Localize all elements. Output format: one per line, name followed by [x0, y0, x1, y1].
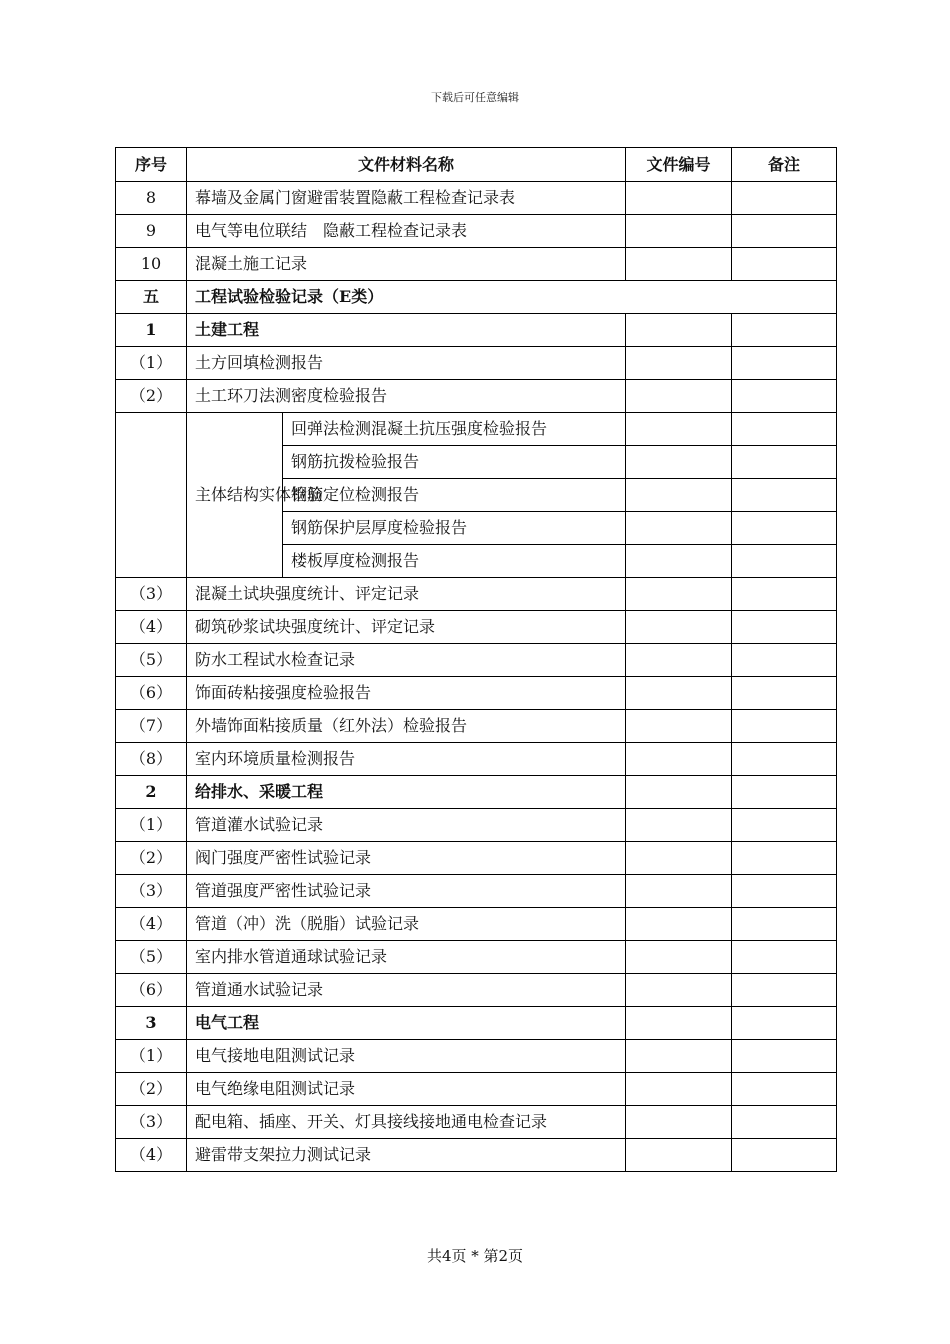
- row-file-no: [626, 479, 732, 512]
- row-remark: [732, 578, 837, 611]
- table-row: [116, 1106, 837, 1139]
- row-file-no: [626, 875, 732, 908]
- table-header-row: [116, 148, 837, 182]
- subsection-seq: 3: [116, 1007, 187, 1040]
- row-file-no: [626, 1040, 732, 1073]
- subsection-seq: 2: [116, 776, 187, 809]
- group-item: 钢筋定位检测报告: [283, 479, 626, 512]
- row-seq: （4）: [116, 1139, 187, 1172]
- row-remark: [732, 842, 837, 875]
- table-row: [116, 248, 837, 281]
- header-seq: 序号: [116, 148, 187, 182]
- row-file-no: [626, 545, 732, 578]
- table-row: [116, 809, 837, 842]
- row-file-no: [626, 908, 732, 941]
- row-remark: [732, 710, 837, 743]
- table-row: [116, 347, 837, 380]
- row-remark: [732, 314, 837, 347]
- row-remark: [732, 1106, 837, 1139]
- subsection-row: [116, 776, 837, 809]
- row-name: 阀门强度严密性试验记录: [187, 842, 626, 875]
- row-remark: [732, 974, 837, 1007]
- page-header: 下载后可任意编辑: [431, 91, 519, 104]
- row-remark: [732, 347, 837, 380]
- row-seq: 10: [116, 248, 187, 281]
- row-file-no: [626, 677, 732, 710]
- row-name: 管道强度严密性试验记录: [187, 875, 626, 908]
- row-remark: [732, 380, 837, 413]
- row-file-no: [626, 611, 732, 644]
- row-remark: [732, 743, 837, 776]
- row-name: 电气绝缘电阻测试记录: [187, 1073, 626, 1106]
- group-seq-empty: [116, 413, 187, 578]
- row-seq: 8: [116, 182, 187, 215]
- row-remark: [732, 1139, 837, 1172]
- table-row: [116, 215, 837, 248]
- row-name: 电气接地电阻测试记录: [187, 1040, 626, 1073]
- table-row: [116, 908, 837, 941]
- row-remark: [732, 1073, 837, 1106]
- row-file-no: [626, 974, 732, 1007]
- table-row: [116, 611, 837, 644]
- row-file-no: [626, 776, 732, 809]
- row-file-no: [626, 941, 732, 974]
- table-row: [116, 413, 837, 446]
- row-file-no: [626, 314, 732, 347]
- row-seq: （2）: [116, 1073, 187, 1106]
- row-remark: [732, 776, 837, 809]
- row-name: 饰面砖粘接强度检验报告: [187, 677, 626, 710]
- row-seq: （3）: [116, 875, 187, 908]
- row-seq: （6）: [116, 974, 187, 1007]
- row-name: 管道通水试验记录: [187, 974, 626, 1007]
- table-row: [116, 875, 837, 908]
- row-name: 土工环刀法测密度检验报告: [187, 380, 626, 413]
- row-file-no: [626, 182, 732, 215]
- table-row: [116, 578, 837, 611]
- row-file-no: [626, 710, 732, 743]
- page-footer: 共4页 * 第2页: [426, 1247, 524, 1265]
- row-name: 避雷带支架拉力测试记录: [187, 1139, 626, 1172]
- row-file-no: [626, 347, 732, 380]
- subsection-row: [116, 314, 837, 347]
- section-row: [116, 281, 837, 314]
- row-name: 电气等电位联结 隐蔽工程检查记录表: [187, 215, 626, 248]
- subsection-title: 电气工程: [187, 1007, 626, 1040]
- table-row: [116, 182, 837, 215]
- row-seq: （3）: [116, 578, 187, 611]
- row-name: 混凝土施工记录: [187, 248, 626, 281]
- row-seq: （1）: [116, 809, 187, 842]
- row-remark: [732, 908, 837, 941]
- row-seq: （7）: [116, 710, 187, 743]
- row-name: 防水工程试水检查记录: [187, 644, 626, 677]
- group-item: 回弹法检测混凝土抗压强度检验报告: [283, 413, 626, 446]
- table-row: [116, 380, 837, 413]
- table-row: [116, 743, 837, 776]
- section-seq: 五: [116, 281, 187, 314]
- row-seq: （3）: [116, 1106, 187, 1139]
- header-file-no: 文件编号: [626, 148, 732, 182]
- row-name: 室内环境质量检测报告: [187, 743, 626, 776]
- row-seq: （1）: [116, 1040, 187, 1073]
- row-remark: [732, 875, 837, 908]
- row-file-no: [626, 248, 732, 281]
- subsection-title: 土建工程: [187, 314, 626, 347]
- table-row: [116, 710, 837, 743]
- row-file-no: [626, 413, 732, 446]
- group-item: 钢筋抗拨检验报告: [283, 446, 626, 479]
- table-row: [116, 842, 837, 875]
- row-file-no: [626, 1073, 732, 1106]
- row-file-no: [626, 1106, 732, 1139]
- subsection-seq: 1: [116, 314, 187, 347]
- row-remark: [732, 446, 837, 479]
- row-remark: [732, 182, 837, 215]
- row-seq: （2）: [116, 380, 187, 413]
- document-table: [115, 147, 837, 1172]
- row-name: 砌筑砂浆试块强度统计、评定记录: [187, 611, 626, 644]
- row-remark: [732, 1007, 837, 1040]
- row-name: 土方回填检测报告: [187, 347, 626, 380]
- row-remark: [732, 941, 837, 974]
- row-file-no: [626, 809, 732, 842]
- row-remark: [732, 215, 837, 248]
- row-remark: [732, 1040, 837, 1073]
- row-name: 管道（冲）洗（脱脂）试验记录: [187, 908, 626, 941]
- row-seq: （2）: [116, 842, 187, 875]
- row-file-no: [626, 512, 732, 545]
- row-seq: （8）: [116, 743, 187, 776]
- table-row: [116, 941, 837, 974]
- row-file-no: [626, 215, 732, 248]
- table-row: [116, 974, 837, 1007]
- row-seq: （4）: [116, 611, 187, 644]
- table-row: [116, 1040, 837, 1073]
- row-remark: [732, 248, 837, 281]
- row-file-no: [626, 644, 732, 677]
- row-remark: [732, 413, 837, 446]
- row-file-no: [626, 1139, 732, 1172]
- row-file-no: [626, 842, 732, 875]
- row-remark: [732, 545, 837, 578]
- row-seq: （6）: [116, 677, 187, 710]
- row-name: 外墙饰面粘接质量（红外法）检验报告: [187, 710, 626, 743]
- row-file-no: [626, 446, 732, 479]
- row-name: 室内排水管道通球试验记录: [187, 941, 626, 974]
- subsection-row: [116, 1007, 837, 1040]
- subsection-title: 给排水、采暖工程: [187, 776, 626, 809]
- row-remark: [732, 809, 837, 842]
- row-name: 管道灌水试验记录: [187, 809, 626, 842]
- row-seq: （5）: [116, 941, 187, 974]
- row-name: 幕墙及金属门窗避雷装置隐蔽工程检查记录表: [187, 182, 626, 215]
- row-seq: （5）: [116, 644, 187, 677]
- row-seq: （4）: [116, 908, 187, 941]
- row-file-no: [626, 380, 732, 413]
- row-remark: [732, 644, 837, 677]
- row-remark: [732, 611, 837, 644]
- section-title: 工程试验检验记录（E类）: [187, 281, 837, 314]
- group-label: 主体结构实体检验: [187, 413, 283, 578]
- row-seq: （1）: [116, 347, 187, 380]
- table-row: [116, 1073, 837, 1106]
- header-name: 文件材料名称: [187, 148, 626, 182]
- table-row: [116, 644, 837, 677]
- row-remark: [732, 677, 837, 710]
- group-item: 楼板厚度检测报告: [283, 545, 626, 578]
- row-remark: [732, 512, 837, 545]
- table-row: [116, 677, 837, 710]
- row-name: 配电箱、插座、开关、灯具接线接地通电检查记录: [187, 1106, 626, 1139]
- row-file-no: [626, 743, 732, 776]
- row-name: 混凝土试块强度统计、评定记录: [187, 578, 626, 611]
- header-remark: 备注: [732, 148, 837, 182]
- row-seq: 9: [116, 215, 187, 248]
- row-file-no: [626, 578, 732, 611]
- group-item: 钢筋保护层厚度检验报告: [283, 512, 626, 545]
- table-row: [116, 1139, 837, 1172]
- row-remark: [732, 479, 837, 512]
- row-file-no: [626, 1007, 732, 1040]
